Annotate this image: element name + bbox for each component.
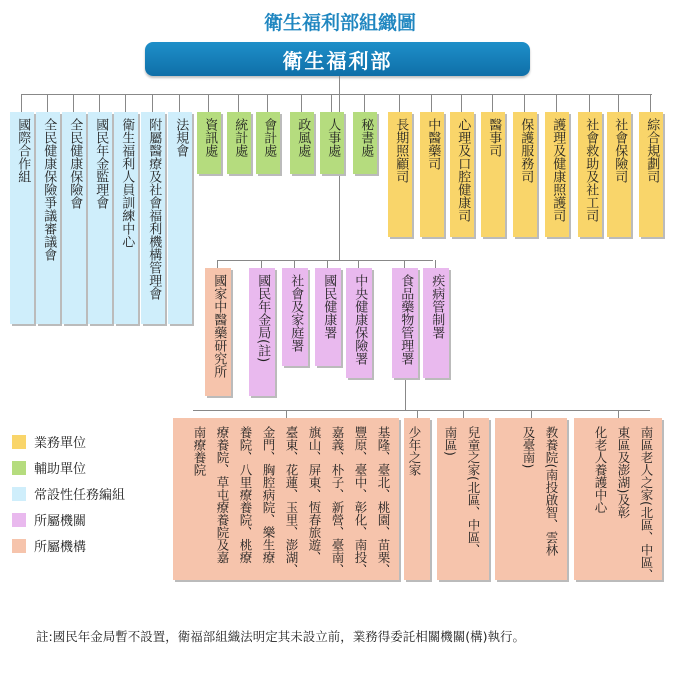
connector-tick	[152, 94, 153, 112]
connector-tick	[650, 94, 651, 112]
legend-item	[12, 510, 86, 529]
institution-line: 豐原、臺中、彰化、南投、	[353, 426, 368, 576]
agency-r2-4	[346, 268, 372, 378]
unit-label: 中醫藥司	[425, 118, 441, 170]
connector-tick	[331, 94, 332, 112]
connector-tick	[461, 94, 462, 112]
connector-tick	[531, 410, 532, 418]
unit-label: 資訊處	[202, 118, 218, 157]
legend-label: 所屬機關	[34, 514, 87, 529]
agency-label: 中央健康保險署	[352, 274, 368, 365]
connector-tick	[556, 94, 557, 112]
legend-swatch	[12, 513, 26, 527]
connector-tick	[618, 410, 619, 418]
legend-label: 輔助單位	[34, 462, 87, 477]
unit-r1-17	[513, 112, 537, 237]
institution-r3-3	[404, 418, 430, 580]
unit-r1-21	[639, 112, 663, 237]
connector-tick	[261, 260, 262, 268]
unit-r1-4	[114, 112, 138, 324]
legend-item	[12, 484, 125, 503]
agency-label: 社會及家庭署	[288, 274, 304, 352]
unit-label: 國民年金監理會	[93, 118, 109, 209]
connector-tick	[327, 260, 328, 268]
footnote: 註:國民年金局暫不設置，衛福部組織法明定其未設立前，業務得委託相關機關(構)執行。	[36, 629, 525, 644]
unit-r1-6	[168, 112, 192, 324]
connector-tick	[463, 410, 464, 418]
legend-swatch	[12, 435, 26, 449]
connector-tick	[208, 94, 209, 112]
connector-tick	[492, 94, 493, 112]
institution-r3-4	[173, 418, 399, 580]
unit-label: 會計處	[261, 118, 277, 157]
connector-row1-horizontal	[21, 94, 652, 95]
agency-r2-0	[205, 268, 231, 396]
agency-label: 食品藥物管理署	[398, 274, 414, 365]
connector-tick	[267, 94, 268, 112]
legend-item	[12, 536, 86, 555]
unit-r1-7	[197, 112, 221, 174]
unit-label: 秘書處	[358, 118, 374, 157]
unit-label: 附屬醫療及社會福利機構管理會	[146, 118, 162, 300]
connector-row3-drop	[405, 378, 406, 410]
institution-line: 養院、八里療養院、桃療	[238, 426, 253, 564]
connector-tick	[435, 260, 436, 268]
chart-title: 衛生福利部組織圖	[263, 12, 416, 34]
institution-line: 化老人養護中心	[593, 426, 608, 514]
connector-tick	[589, 94, 590, 112]
unit-label: 人事處	[325, 118, 341, 157]
unit-r1-11	[320, 112, 344, 174]
unit-r1-20	[607, 112, 631, 237]
ministry-box: 衛生福利部	[145, 42, 530, 76]
unit-r1-10	[290, 112, 314, 174]
institution-line: 教養院(南投啟智、雲林	[544, 426, 559, 556]
legend-swatch	[12, 487, 26, 501]
institution-line: 南療養院	[192, 426, 207, 476]
connector-tick	[399, 94, 400, 112]
unit-r1-19	[578, 112, 602, 237]
agency-r2-6	[423, 268, 449, 378]
institution-line: 療養院、草屯療養院及嘉	[215, 426, 230, 564]
agency-r2-1	[249, 268, 275, 396]
unit-r1-15	[450, 112, 474, 237]
unit-r1-9	[256, 112, 280, 174]
unit-label: 護理及健康照護司	[550, 118, 566, 222]
legend-swatch	[12, 461, 26, 475]
legend-label: 所屬機構	[34, 540, 87, 555]
unit-label: 綜合規劃司	[644, 118, 660, 183]
institution-r3-0	[574, 418, 662, 580]
institution-r3-2	[437, 418, 489, 580]
connector-tick	[238, 94, 239, 112]
connector-tick	[301, 94, 302, 112]
connector-tick	[179, 94, 180, 112]
unit-r1-3	[88, 112, 112, 324]
legend-item	[12, 458, 86, 477]
unit-r1-1	[36, 112, 60, 324]
agency-label: 疾病管制署	[429, 274, 445, 339]
unit-label: 保護服務司	[518, 118, 534, 183]
connector-tick	[99, 94, 100, 112]
unit-label: 全民健康保險會	[67, 118, 83, 209]
connector-tick	[21, 94, 22, 112]
unit-r1-18	[545, 112, 569, 237]
institution-line: 兒童之家(北區、中區、	[466, 426, 481, 556]
institution-line: 及臺南)	[521, 426, 536, 469]
connector-tick	[364, 94, 365, 112]
unit-label: 全民健康保險爭議審議會	[41, 118, 57, 261]
unit-label: 衛生福利人員訓練中心	[119, 118, 135, 248]
connector-tick	[417, 410, 418, 418]
agency-label: 國家中醫藥研究所	[211, 274, 227, 378]
unit-label: 政風處	[295, 118, 311, 157]
legend-label: 業務單位	[34, 436, 87, 451]
institution-line: 少年之家	[407, 426, 422, 476]
institution-line: 南區老人之家(北區、中區、	[639, 426, 654, 581]
unit-label: 社會救助及社工司	[583, 118, 599, 222]
agency-r2-5	[392, 268, 418, 378]
unit-r1-0	[10, 112, 34, 324]
unit-label: 國際合作組	[15, 118, 31, 183]
institution-line: 臺東、花蓮、玉里、澎湖、	[284, 426, 299, 576]
connector-tick	[125, 94, 126, 112]
institution-line: 嘉義、朴子、新營、臺南、	[330, 426, 345, 576]
agency-r2-2	[282, 268, 308, 366]
connector-tick	[47, 94, 48, 112]
unit-r1-12	[353, 112, 377, 174]
institution-line: 南區)	[443, 426, 458, 456]
unit-label: 統計處	[232, 118, 248, 157]
connector-tick	[358, 260, 359, 268]
unit-label: 長期照顧司	[393, 118, 409, 183]
connector-tick	[431, 94, 432, 112]
institution-r3-1	[495, 418, 567, 580]
connector-main-vertical	[339, 76, 340, 94]
connector-row3-horizontal	[193, 410, 650, 411]
unit-r1-8	[227, 112, 251, 174]
connector-tick	[404, 260, 405, 268]
institution-line: 基隆、臺北、桃園、苗栗、	[376, 426, 391, 576]
institution-line: 金門、胸腔病院、樂生療	[261, 426, 276, 564]
agency-label: 國民年金局(註)	[255, 274, 271, 363]
unit-label: 社會保險司	[612, 118, 628, 183]
agency-label: 國民健康署	[321, 274, 337, 339]
connector-tick	[286, 410, 287, 418]
unit-r1-2	[62, 112, 86, 324]
connector-tick	[524, 94, 525, 112]
connector-row2-horizontal	[218, 260, 433, 261]
connector-tick	[294, 260, 295, 268]
legend-swatch	[12, 539, 26, 553]
connector-tick	[618, 94, 619, 112]
legend-item	[12, 432, 86, 451]
unit-label: 醫事司	[486, 118, 502, 157]
unit-r1-5	[141, 112, 165, 324]
unit-label: 法規會	[173, 118, 189, 157]
institution-line: 東區及澎湖)及彰	[616, 426, 631, 519]
unit-r1-16	[481, 112, 505, 237]
unit-label: 心理及口腔健康司	[455, 118, 471, 222]
institution-line: 旗山、屏東、恆春旅遊、	[307, 426, 322, 564]
unit-r1-13	[388, 112, 412, 237]
unit-r1-14	[420, 112, 444, 237]
legend-label: 常設性任務編組	[34, 488, 126, 503]
agency-r2-3	[315, 268, 341, 366]
connector-tick	[217, 260, 218, 268]
connector-tick	[73, 94, 74, 112]
